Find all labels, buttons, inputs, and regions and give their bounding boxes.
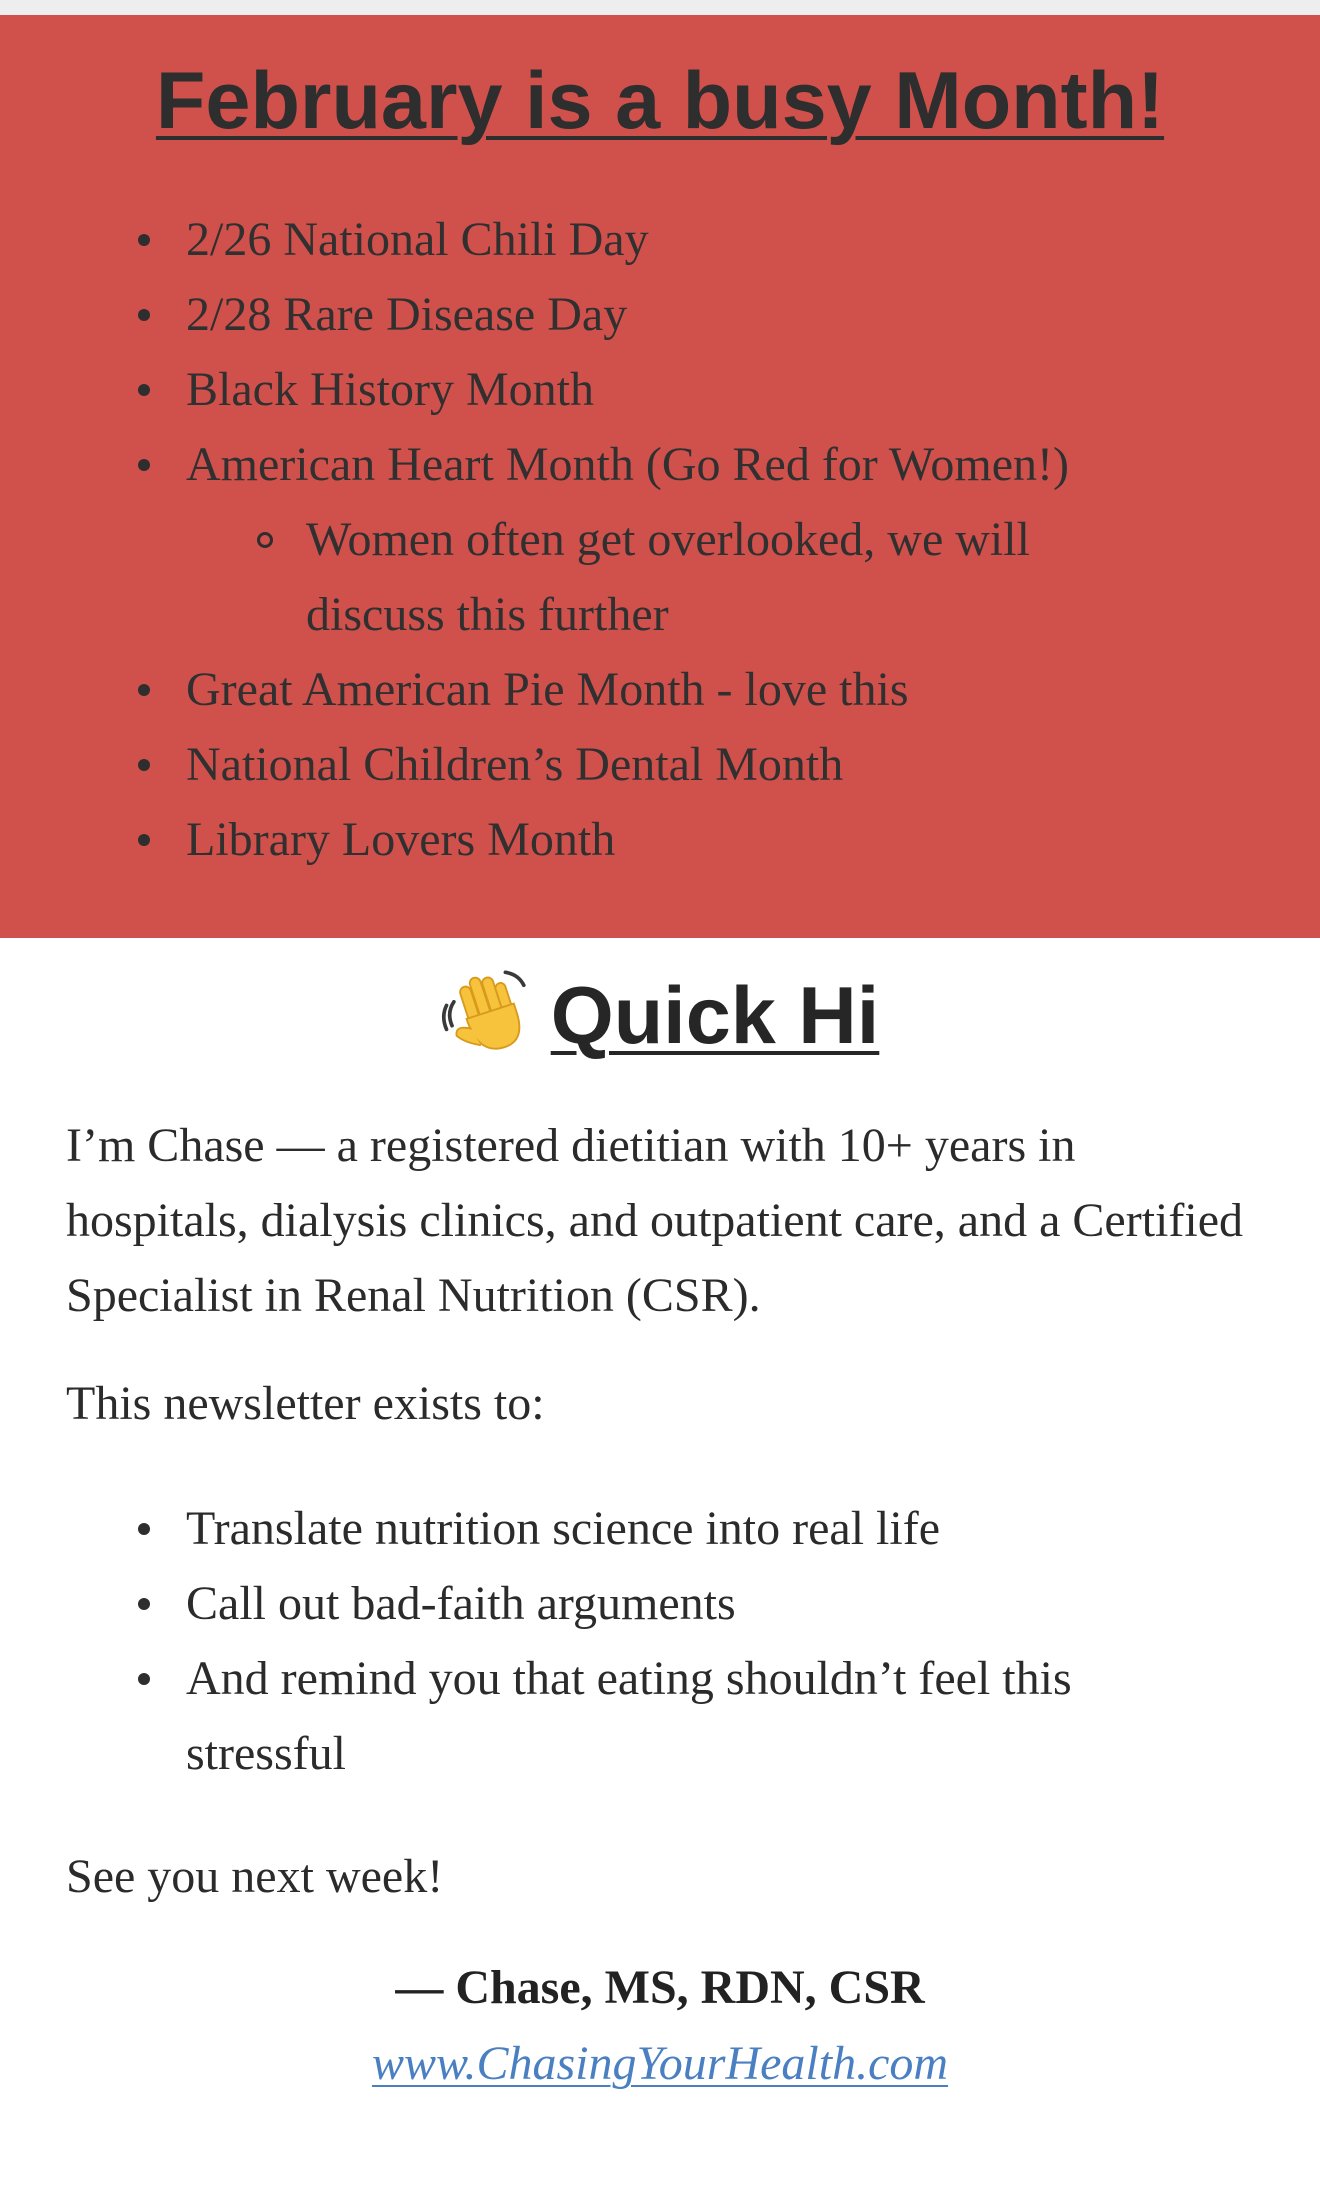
february-title: February is a busy Month!: [155, 56, 1165, 146]
closing-line: See you next week!: [66, 1850, 444, 1903]
signature: — Chase, MS, RDN, CSR: [395, 1961, 925, 2014]
list-item: And remind you that eating shouldn’t feel this stressful: [0, 1641, 1320, 1791]
waving-hand-icon: [441, 965, 533, 1057]
quick-hi-heading-inner: [441, 971, 880, 1061]
list-item: Black History Month: [0, 352, 1320, 427]
website-link[interactable]: www.ChasingYourHealth.com: [371, 2037, 949, 2090]
purpose-list: [0, 1491, 1320, 1791]
list-item: 2/28 Rare Disease Day: [0, 277, 1320, 352]
list-item: National Children’s Dental Month: [0, 727, 1320, 802]
top-edge-strip: [0, 0, 1320, 15]
sub-list-item: Women often get overlooked, we will discuss this further: [0, 502, 1320, 652]
february-events-list: [0, 202, 1320, 877]
list-item: American Heart Month (Go Red for Women!): [0, 427, 1320, 502]
february-events-section: [0, 15, 1320, 938]
quick-hi-text: Quick Hi: [550, 971, 880, 1061]
list-item: Translate nutrition science into real life: [0, 1491, 1320, 1566]
list-item: Library Lovers Month: [0, 802, 1320, 877]
purpose-lead: This newsletter exists to:: [66, 1377, 545, 1430]
website-line: [0, 2026, 1320, 2101]
list-item: 2/26 National Chili Day: [0, 202, 1320, 277]
intro-paragraph: I’m Chase — a registered dietitian with 10+ years in hospitals, dialysis clinics, and outpatient care, and a Certified Specialist in Renal Nutrition (CSR).: [66, 1119, 1244, 1322]
list-item: Great American Pie Month - love this: [0, 652, 1320, 727]
quick-hi-heading: [0, 965, 1320, 1066]
list-item: Call out bad-faith arguments: [0, 1566, 1320, 1641]
